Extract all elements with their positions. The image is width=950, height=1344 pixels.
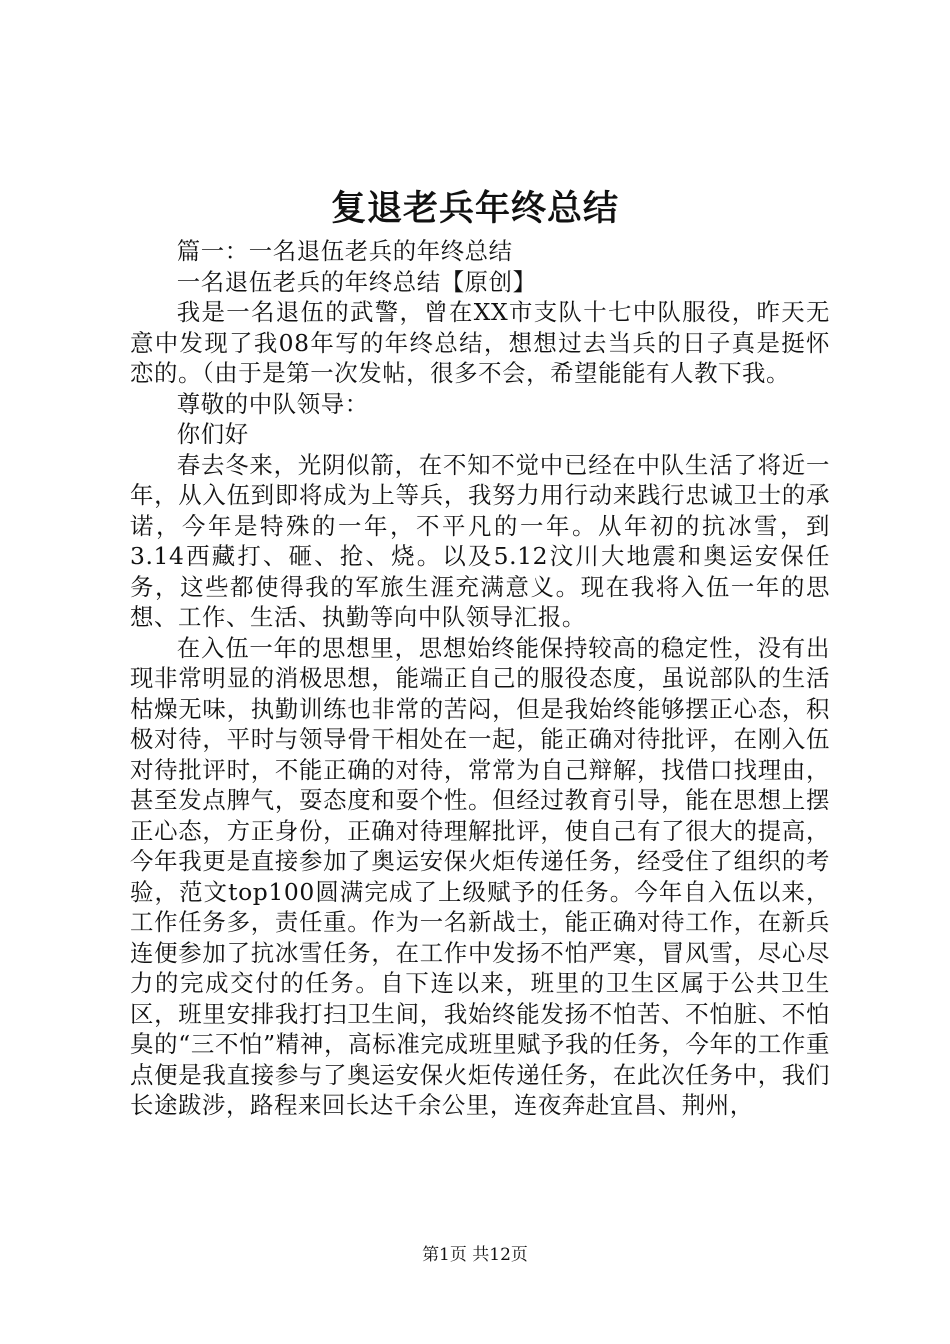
paragraph: 我是一名退伍的武警，曾在XX市支队十七中队服役，昨天无意中发现了我08年写的年终总结，想想过去当兵的日子真是挺怀恋的。（由于是第一次发帖，很多不会，希望能能有人教下我。 bbox=[130, 298, 830, 387]
page-footer: 第1页 共12页 bbox=[422, 1245, 528, 1265]
paragraph: 你们好 bbox=[176, 420, 249, 448]
paragraph: 一名退伍老兵的年终总结【原创】 bbox=[176, 267, 537, 296]
document-body bbox=[130, 236, 830, 1121]
document-title: 复退老兵年终总结 bbox=[330, 188, 619, 229]
paragraph: 在入伍一年的思想里，思想始终能保持较高的稳定性，没有出现非常明显的消极思想，能端正自己的服役态度，虽说部队的生活枯燥无味，执勤训练也非常的苦闷，但是我始终能够摆正心态，积极对待，平时与领导骨干相处在一起，能正确对待批评，在刚入伍对待批评时，不能正确的对待，常常为自己辩解，找借口找理由，甚至发点脾气，耍态度和耍个性。但经过教育引导，能在思想上摆正心态，方正身份，正确对待理解批评，使自己有了很大的提高，今年我更是直接参加了奥运安保火炬传递任务，经受住了组织的考验，范文top100圆满完成了上级赋予的任务。今年自入伍以来，工作任务多，责任重。作为一名新战士，能正确对待工作，在新兵连便参加了抗冰雪任务，在工作中发扬不怕严寒，冒风雪，尽心尽力的完成交付的任务。自下连以来，班里的卫生区属于公共卫生区，班里安排我打扫卫生间，我始终能发扬不怕苦、不怕脏、不怕臭的“三不怕”精神，高标准完成班里赋予我的任务，今年的工作重点便是我直接参与了奥运安保火炬传递任务，在此次任务中，我们长途跋涉，路程来回长达千余公里，连夜奔赴宜昌、荆州， bbox=[130, 633, 830, 1119]
paragraph: 篇一：一名退伍老兵的年终总结 bbox=[176, 237, 513, 265]
paragraph: 春去冬来，光阴似箭，在不知不觉中已经在中队生活了将近一年，从入伍到即将成为上等兵，我努力用行动来践行忠诚卫士的承诺，今年是特殊的一年，不平凡的一年。从年初的抗冰雪，到3.14西藏打、砸、抢、烧。以及5.12汶川大地震和奥运安保任务，这些都使得我的军旅生涯充满意义。现在我将入伍一年的思想、工作、生活、执勤等向中队领导汇报。 bbox=[130, 450, 830, 631]
paragraph: 尊敬的中队领导： bbox=[176, 389, 369, 418]
